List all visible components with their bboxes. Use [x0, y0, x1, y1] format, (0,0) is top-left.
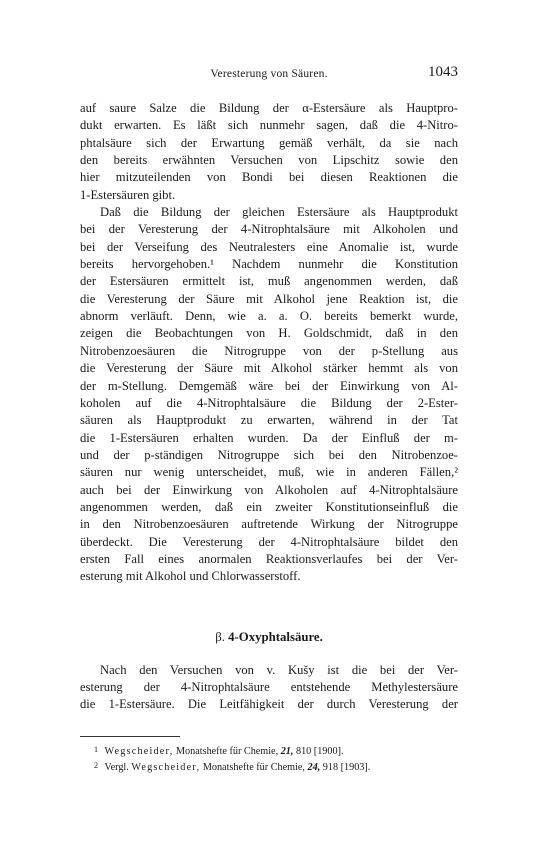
footnote-volume: 21,: [280, 745, 294, 757]
text-line: ersten Fall eines anormalen Reaktionsverlaufes bei der Ver-: [80, 551, 458, 566]
text-line: dukt erwarten. Es läßt sich nunmehr sagen, daß die 4-Nitro-: [80, 118, 458, 133]
text-line: esterung der 4-Nitrophtalsäure entstehende Methylestersäure: [80, 679, 458, 694]
page: [80, 58, 458, 775]
text-line: Daß die Bildung der gleichen Estersäure als Hauptprodukt: [100, 205, 458, 220]
footnote-pages: 918 [1903].: [322, 761, 371, 773]
footnote-author: Wegscheider,: [131, 761, 201, 773]
footnote-prefix: Vergl.: [104, 761, 129, 773]
text-line: überdeckt. Die Veresterung der 4-Nitrophtalsäure bildet den: [80, 534, 458, 549]
text-line: die 1-Estersäure. Die Leitfähigkeit der durch Veresterung der: [80, 697, 458, 712]
footnote-author: Wegscheider,: [104, 745, 174, 757]
footnote-2: [80, 759, 458, 775]
text-line: bei der Veresterung der 4-Nitrophtalsäure mit Alkoholen und: [80, 222, 458, 237]
footnote-volume: 24,: [307, 761, 321, 773]
text-line: zeigen die Beobachtungen von H. Goldschmidt, daß in den: [80, 326, 458, 341]
text-line: in den Nitrobenzoesäuren auftretende Wirkung der Nitrogruppe: [80, 517, 458, 532]
text-line: 1-Estersäuren gibt.: [80, 187, 176, 202]
text-line: bei der Verseifung des Neutralesters eine Anomalie ist, wurde: [80, 239, 458, 254]
text-line: angenommen werden, daß ein zweiter Konstitutionseinfluß die: [80, 499, 458, 514]
footnote-journal: Monatshefte für Chemie,: [176, 745, 279, 757]
running-head: [80, 58, 458, 86]
footnote-1: [80, 743, 458, 759]
footnote-journal: Monatshefte für Chemie,: [202, 761, 305, 773]
running-title: Veresterung von Säuren.: [210, 68, 328, 80]
text-line: der m-Stellung. Demgemäß wäre bei der Einwirkung von Al-: [80, 378, 458, 393]
footnote-pages: 810 [1900].: [295, 745, 344, 757]
text-line: Nach den Versuchen von v. Kušy ist die bei der Ver-: [100, 662, 458, 677]
text-line: die Veresterung der Säure mit Alkohol jene Reaktion ist, die: [80, 291, 458, 306]
text-line: phtalsäure sich der Erwartung gemäß verhält, da sie nach: [80, 135, 458, 150]
text-line: die 1-Estersäuren erhalten wurden. Da der Einfluß der m-: [80, 430, 458, 445]
text-line: auf saure Salze die Bildung der α-Estersäure als Hauptpro-: [80, 101, 458, 115]
footnote-marker: 2: [94, 760, 98, 770]
footnote-divider: [80, 736, 180, 737]
footnotes: [80, 743, 458, 775]
page-number: 1043: [428, 64, 458, 80]
text-line: abnorm verläuft. Denn, wie a. a. O. bereits bemerkt wurde,: [80, 309, 458, 324]
section-number: β.: [215, 629, 225, 644]
text-line: und der p-ständigen Nitrogruppe sich bei den Nitrobenzoe-: [80, 447, 458, 462]
text-line: die Veresterung der Säure mit Alkohol stärker hemmt als von: [80, 361, 458, 376]
text-line: auch bei der Einwirkung von Alkoholen auf 4-Nitrophtalsäure: [80, 482, 458, 497]
text-line: säuren nur wenig unterscheidet, muß, wie in anderen Fällen,²: [80, 465, 458, 480]
text-line: Nitrobenzoesäuren die Nitrogruppe von der p-Stellung aus: [80, 343, 458, 358]
paragraph-1: [80, 100, 458, 204]
section-title: [80, 630, 458, 648]
text-line: koholen auf die 4-Nitrophtalsäure die Bildung der 2-Ester-: [80, 395, 458, 410]
text-line: esterung mit Alkohol und Chlorwasserstoff.: [80, 569, 301, 584]
footnote-marker: 1: [94, 744, 98, 754]
text-line: säuren als Hauptprodukt zu erwarten, während in der Tat: [80, 413, 458, 428]
text-line: hier mitzuteilenden von Bondi bei diesen Reaktionen die: [80, 170, 458, 185]
paragraph-2: [80, 204, 458, 586]
text-line: der Estersäuren ermittelt ist, muß angenommen werden, daß: [80, 274, 458, 289]
text-line: bereits hervorgehoben.¹ Nachdem nunmehr die Konstitution: [80, 257, 458, 272]
paragraph-3: [80, 662, 458, 714]
text-line: den bereits erwähnten Versuchen von Lipschitz sowie den: [80, 153, 458, 168]
section-heading: 4-Oxyphtalsäure.: [228, 629, 323, 644]
